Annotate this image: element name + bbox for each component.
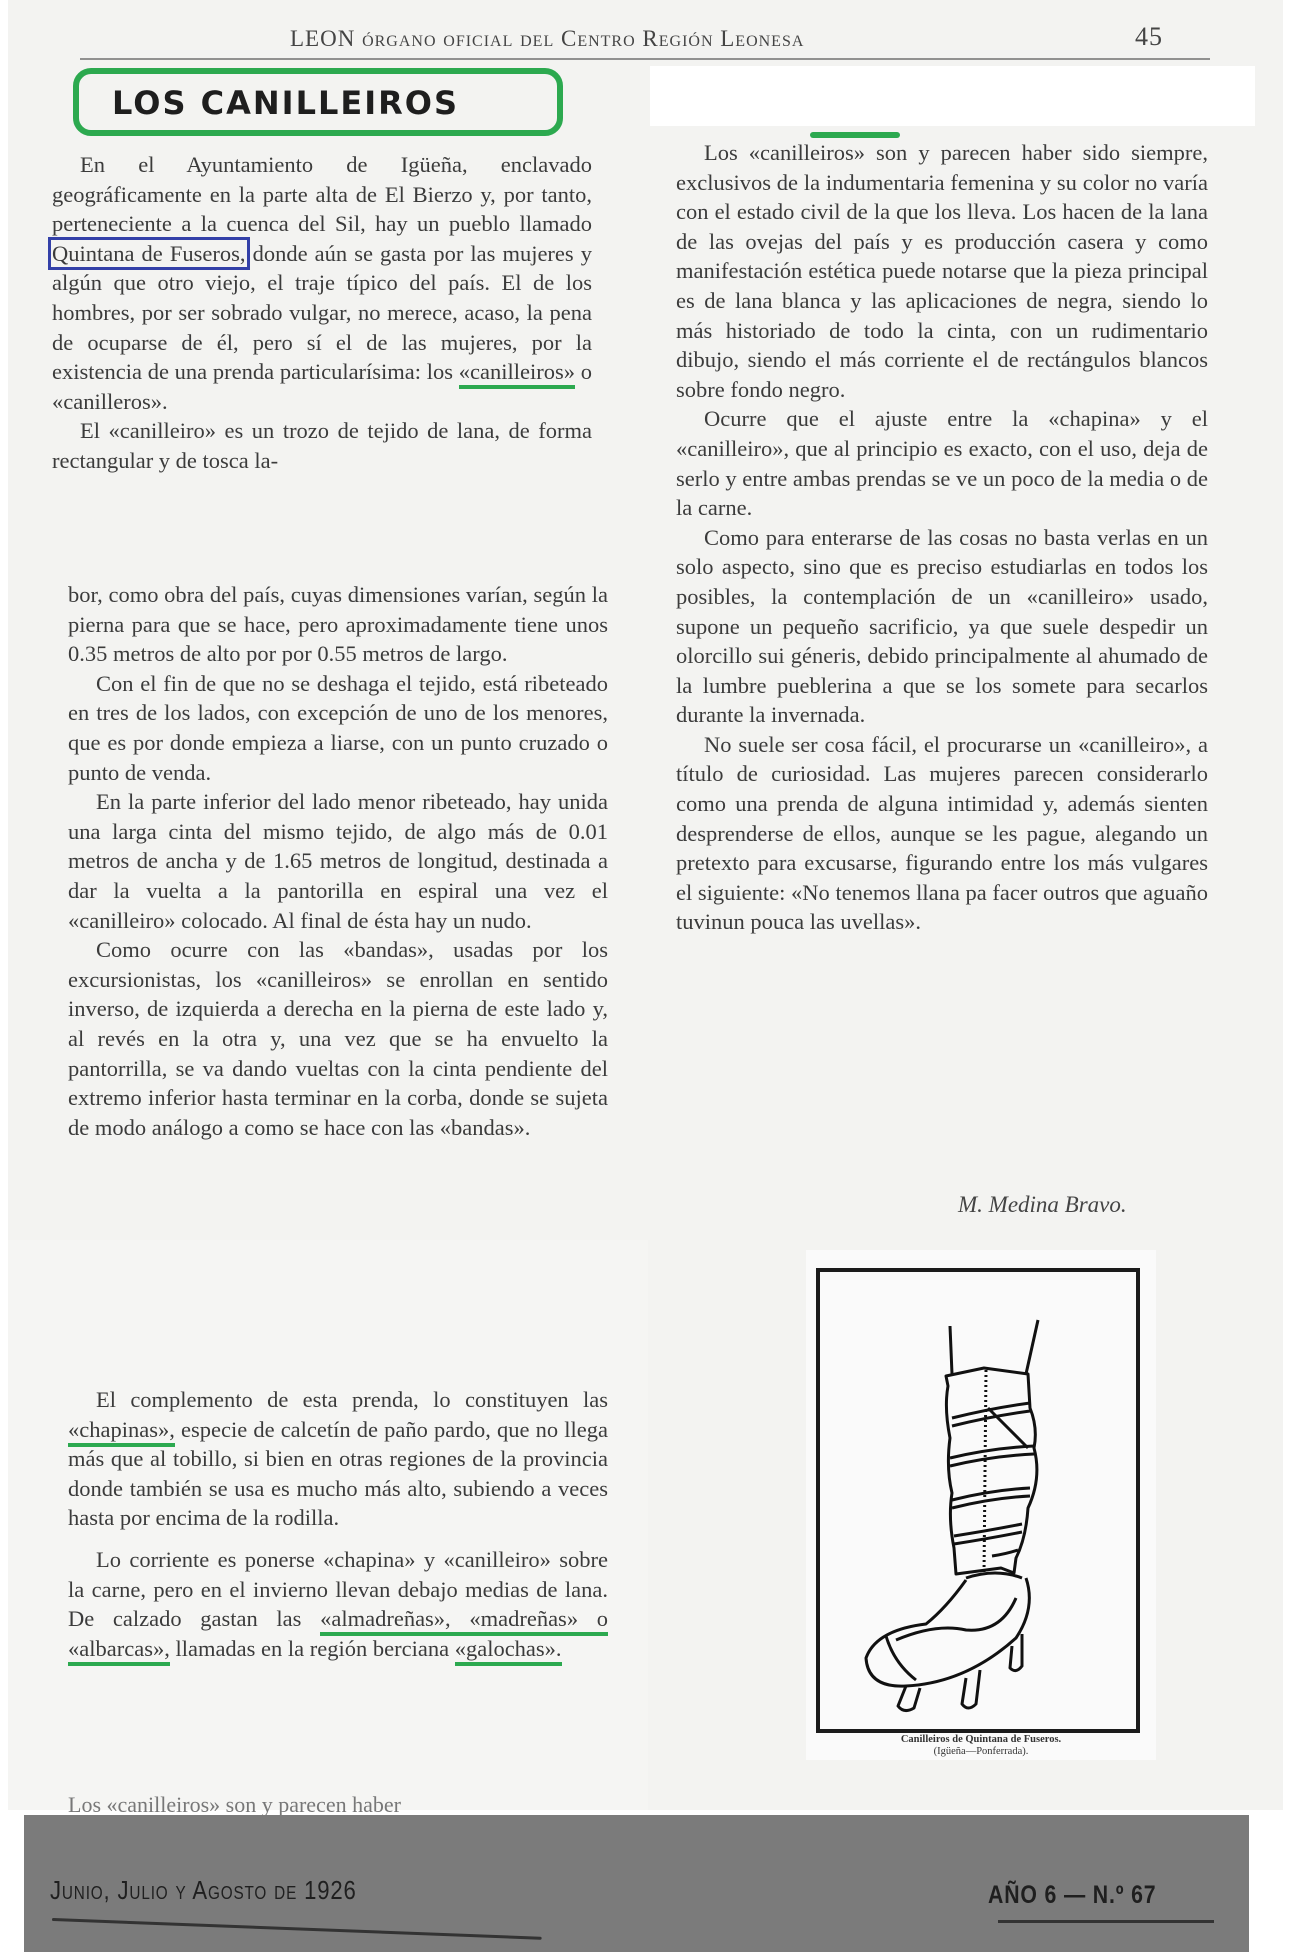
header-rule <box>80 58 1210 60</box>
left-column-lower <box>68 1385 608 1663</box>
paragraph: No suele ser cosa fácil, el procurarse un «canilleiro», a título de curiosidad. Las mujeres parecen considerarlo como una prenda de alguna intimidad y, además sienten desprenderse de ellos, aunque se les pague, alegando un pretexto para excusarse, figurando entre los más vulgares el siguiente: «No tenemos llana pa facer outros que aguaño tuvinun pouca las uvellas». <box>676 731 1208 935</box>
paragraph: Como para enterarse de las cosas no basta verlas en un solo aspecto, sino que es preciso estudiarlas en todos los posibles, la contemplación de un «canilleiro» usado, supone un pequeño sacrificio, ya que suele despedir un olorcillo sui géneris, debido principalmente al ahumado de la lumbre pueblerina a que se los somete para secarlos durante la invernada. <box>676 524 1208 728</box>
paragraph: Lo corriente es ponerse «chapina» y «canilleiro» sobre la carne, pero en el invierno llevan debajo medias de lana. De calzado gastan las «almadreñas», «madreñas» o «albarcas», llamadas en la región berciana «galochas». <box>68 1545 608 1663</box>
caption-title: Canilleiros de Quintana de Fuseros. <box>900 1734 1062 1745</box>
figure <box>806 1250 1156 1760</box>
author-signature: M. Medina Bravo. <box>958 1192 1127 1217</box>
figure-caption <box>806 1734 1156 1758</box>
paragraph: Como ocurre con las «bandas», usadas por los excursionistas, los «canilleiros» se enrollan en sentido inverso, de izquierda a derecha en la pierna de este lado y, al revés en la otra y, una vez que se ha envuelto la pantorrilla, se va dando vueltas con la cinta pendiente del extremo inferior hasta terminar en la corba, donde se sujeta de modo análogo a como se hace con las «bandas». <box>68 937 608 1140</box>
paragraph: En la parte inferior del lado menor ribeteado, hay unida una larga cinta del mismo tejido, de algo más de 0.01 metros de ancha y de 1.65 metros de longitud, destinada a dar la vuelta a la pantorilla en espiral una vez el «canilleiro» colocado. Al final de ésta hay un nudo. <box>68 789 608 933</box>
issue-number: AÑO 6 — N.º 67 <box>988 1881 1157 1909</box>
paragraph: bor, como obra del país, cuyas dimensiones varían, según la pierna para que se hace, pero aproximadamente tiene unos 0.35 metros de alto por por 0.55 metros de largo. <box>68 582 608 667</box>
issue-underline <box>998 1920 1214 1923</box>
issue-date: Junio, Julio y Agosto de 1926 <box>50 1875 357 1905</box>
blank-patch <box>650 66 1255 126</box>
caption-subtitle: (Igüeña—Ponferrada). <box>933 1746 1029 1757</box>
paragraph: En el Ayuntamiento de Igüeña, enclavado geográficamente en la parte alta de El Bierzo y, por tanto, perteneciente a la cuenca del Sil, hay un pueblo llamado Quintana de Fuseros, donde aún se gasta por las mujeres y algún que otro viejo, el traje típico del país. El de los hombres, por ser sobrado vulgar, no merece, acaso, la pena de ocuparse de él, pero sí el de las mujeres, por la existencia de una prenda particularísima: los «canilleiros» o «canilleros». <box>52 152 593 414</box>
left-column-upper <box>52 150 592 476</box>
term-highlight: «chapinas», <box>68 1417 175 1447</box>
paragraph: El «canilleiro» es un trozo de tejido de lana, de forma rectangular y de tosca la- <box>52 418 592 473</box>
issue-footer <box>24 1815 1249 1952</box>
left-column-middle <box>68 580 608 1142</box>
term-highlight: «almadreñas», «madreñas» o «albarcas», <box>68 1606 608 1666</box>
running-header <box>290 22 1190 62</box>
paragraph: Los «canilleiros» son y parecen haber sido siempre, exclusivos de la indumentaria femenina y su color no varía con el estado civil de la que los lleva. Los hacen de la lana de las ovejas del país y es producción casera y como manifestación estética puede notarse que la pieza principal es de lana blanca y las aplicaciones de negra, siendo lo más historiado de todo la cinta, con un rudimentario dibujo, siendo el más corriente el de rectángulos blancos sobre fondo negro. <box>676 140 1208 402</box>
leg-illustration-icon <box>816 1268 1140 1733</box>
term-highlight: «galochas». <box>455 1636 562 1666</box>
right-column <box>676 138 1208 937</box>
paragraph: El complemento de esta prenda, lo constituyen las «chapinas», especie de calcetín de paño pardo, que no llega más que al tobillo, si bien en otras regiones de la provincia donde también se usa es mucho más alto, subiendo a veces hasta por encima de la rodilla. <box>68 1387 608 1531</box>
paragraph: Con el fin de que no se deshaga el tejido, está ribeteado en tres de los lados, con excepción de uno de los menores, que es por donde empieza a liarse, con un punto cruzado o punto de venda. <box>68 670 608 785</box>
term-highlight: «canilleiros» <box>459 359 575 389</box>
place-name-highlight: Quintana de Fuseros, <box>52 240 246 266</box>
header-title: LEON órgano oficial del Centro Región Leonesa <box>290 26 805 51</box>
paragraph: Ocurre que el ajuste entre la «chapina» y el «canilleiro», que al principio es exacto, con el uso, deja de serlo y entre ambas prendas se ve un poco de la media o de la carne. <box>676 406 1208 521</box>
date-underline <box>52 1918 542 1940</box>
article-title: LOS CANILLEIROS <box>112 84 460 122</box>
page-number: 45 <box>1135 22 1163 51</box>
cropped-line <box>68 1792 608 1804</box>
